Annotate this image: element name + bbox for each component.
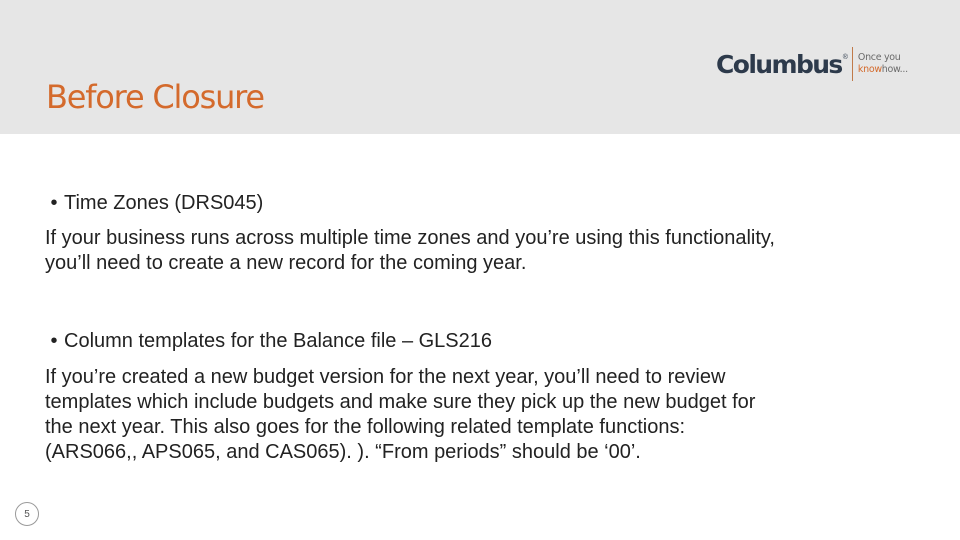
columbus-logo (716, 44, 908, 84)
logo-tagline-line2 (858, 64, 908, 76)
section-paragraph: If you’re created a new budget version for the next year, you’ll need to review templates which include budgets and make sure they pick up the new budget for the next year. This also goes for the following related template functions: (ARS066,, APS065, and CAS065). ). “From periods” should be ‘00’. (45, 366, 756, 463)
logo-divider (852, 47, 853, 81)
logo-tagline-line1: Once you (857, 52, 901, 63)
bullet-heading: Time Zones (DRS045) (64, 192, 264, 214)
logo-tagline-how: how... (881, 64, 908, 75)
logo-registered-mark: ® (842, 54, 848, 61)
bullet-heading: Column templates for the Balance file – GLS216 (64, 330, 493, 352)
logo-tagline-know: know (857, 64, 882, 75)
section-column-templates (45, 329, 925, 465)
page-title: Before Closure (46, 78, 264, 116)
logo-tagline (858, 52, 908, 76)
bullet-item (45, 191, 925, 216)
bullet-icon: • (50, 330, 58, 352)
bullet-icon: • (50, 192, 58, 214)
bullet-item (45, 329, 925, 354)
page-number-badge: 5 (15, 502, 39, 526)
section-paragraph: If your business runs across multiple time zones and you’re using this functionality, you’ll need to create a new record for the coming year. (45, 227, 775, 274)
logo-wordmark: Columbus (716, 49, 842, 79)
section-time-zones (45, 191, 925, 276)
